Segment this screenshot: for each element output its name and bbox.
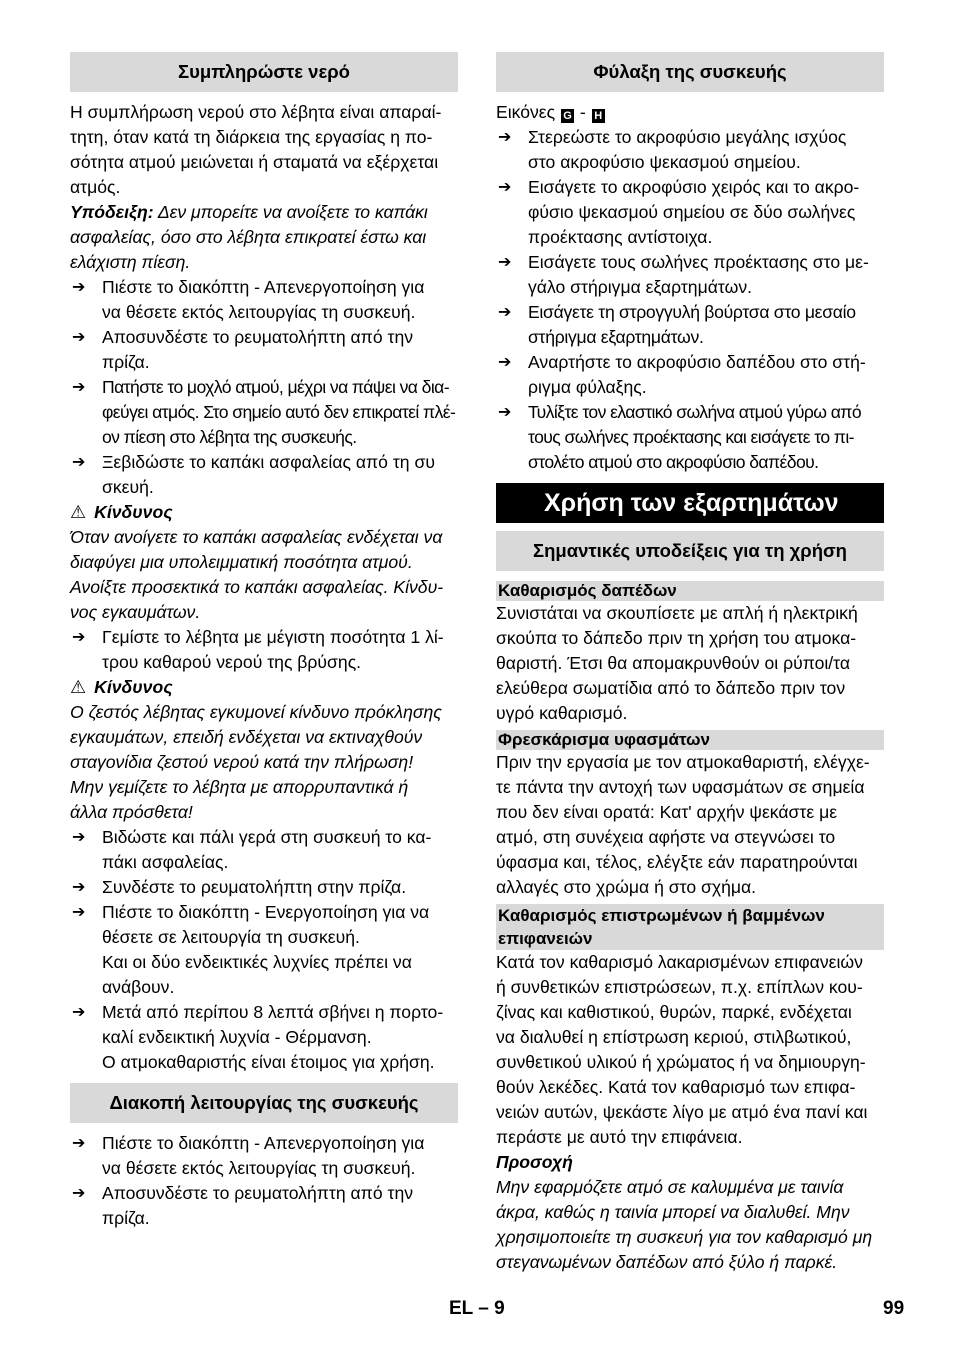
step-continuation: Και οι δύο ενδεικτικές λυχνίες πρέπει να ανάβουν. [102,952,412,997]
arrow-right-icon: ➔ [498,304,512,321]
arrow-right-icon: ➔ [72,379,86,396]
left-column [70,52,458,1231]
note-label: Υπόδειξη: [70,202,154,222]
arrow-right-icon: ➔ [498,254,512,271]
step-item: ➔ Γεμίστε το λέβητα με μέγιστη ποσότητα 1 λί- τρου καθαρού νερού της βρύσης. [72,627,444,672]
arrow-right-icon: ➔ [72,879,86,896]
danger-heading: ⚠ Κίνδυνος [70,675,458,700]
figure-reference: Εικόνες G - H [496,100,884,125]
arrow-right-icon: ➔ [72,454,86,471]
page-number: 99 [883,1298,905,1319]
danger-text: Όταν ανοίγετε το καπάκι ασφαλείας ενδέχεται να διαφύγει μια υπολειμματική ποσότητα ατμού. Ανοίξτε προσεκτικά το καπάκι ασφαλείας. Κίνδυ- νος εγκαυμάτων. [70,527,444,622]
step-item: ➔ Πιέστε το διακόπτη - Απενεργοποίηση για να θέσετε εκτός λειτουργίας τη συσκευή. [72,1133,425,1178]
arrow-right-icon: ➔ [72,329,86,346]
note: Υπόδειξη: Δεν μπορείτε να ανοίξετε το καπάκι ασφαλείας, όσο στο λέβητα επικρατεί έστω και ελάχιστη πίεση. [70,202,428,272]
step-item: ➔ Ξεβιδώστε το καπάκι ασφαλείας από τη συ σκευή. [72,452,435,497]
arrow-right-icon: ➔ [498,404,512,421]
step-item: ➔ Πατήστε το μοχλό ατμού, μέχρι να πάψει να δια- φεύγει ατμός. Στο σημείο αυτό δεν επικρατεί πλέ- ον πίεση στο λέβητα της συσκευής. [72,377,456,447]
caution-heading: Προσοχή [496,1152,573,1172]
step-item: ➔ Αποσυνδέστε το ρευματολήπτη από την πρίζα. [72,327,414,372]
arrow-right-icon: ➔ [72,829,86,846]
step-item: ➔ Μετά από περίπου 8 λεπτά σβήνει η πορτο- καλί ενδεικτική λυχνία - Θέρμανση. [72,1002,444,1047]
step-item: ➔ Εισάγετε το ακροφύσιο χειρός και το ακρο- φύσιο ψεκασμού σημείου σε δύο σωλήνες προέκτασης αντίστοιχα. [498,177,860,247]
step-item: ➔ Αναρτήστε το ακροφύσιο δαπέδου στο στή- ριγμα φύλαξης. [498,352,866,397]
arrow-right-icon: ➔ [72,1185,86,1202]
arrow-right-icon: ➔ [498,354,512,371]
step-item: ➔ Βιδώστε και πάλι γερά στη συσκευή το κα- πάκι ασφαλείας. [72,827,432,872]
warning-triangle-icon: ⚠ [70,677,87,697]
arrow-right-icon: ➔ [498,179,512,196]
figure-letter: G [561,109,574,123]
footer-section-page: EL – 9 [449,1298,505,1319]
warning-triangle-icon: ⚠ [70,502,87,522]
section-title-shutdown: Διακοπή λειτουργίας της συσκευής [70,1083,458,1123]
floor-text: Συνιστάται να σκουπίσετε με απλή ή ηλεκτρική σκούπα το δάπεδο πριν τη χρήση του ατμοκα- θαριστή. Έτσι θα απομακρυνθούν οι ρύποι/τα ελεύθερα σωματίδια από το δάπεδο πριν τον υγρό καθαρισμό. [496,603,858,723]
section-title-fill-water: Συμπληρώστε νερό [70,52,458,92]
fabric-text: Πριν την εργασία με τον ατμοκαθαριστή, ελέγχε- τε πάντα την αντοχή των υφασμάτων σε σημεία που δεν είναι ορατά: Κατ' αρχήν ψεκάστε με ατμό, στη συνέχεια αφήστε να στεγνώσει το ύφασμα και, τέλος, ελέγξτε εάν παρατηρούνται αλλαγές στο χρώμα ή στο σχήμα. [496,752,870,897]
arrow-right-icon: ➔ [72,629,86,646]
step-item: ➔ Τυλίξτε τον ελαστικό σωλήνα ατμού γύρω από τους σωλήνες προέκτασης και εισάγετε το πι- στολέτο ατμού στο ακροφύσιο δαπέδου. [498,402,862,472]
step-item: ➔ Εισάγετε τους σωλήνες προέκτασης στο με- γάλο στήριγμα εξαρτημάτων. [498,252,869,297]
right-column [496,52,884,1275]
step-item: ➔ Στερεώστε το ακροφύσιο μεγάλης ισχύος στο ακροφύσιο ψεκασμού σημείου. [498,127,847,172]
subsection-title-coated: Καθαρισμός επιστρωμένων ή βαμμένων επιφανειών [496,904,884,950]
step-item: ➔ Συνδέστε το ρευματολήπτη στην πρίζα. [70,875,458,900]
figure-letter: H [592,109,605,123]
step-item: ➔ Πιέστε το διακόπτη - Ενεργοποίηση για να θέσετε σε λειτουργία τη συσκευή. [72,902,430,947]
arrow-right-icon: ➔ [72,1004,86,1021]
step-item: ➔ Αποσυνδέστε το ρευματολήπτη από την πρίζα. [72,1183,414,1228]
subsection-title-floor: Καθαρισμός δαπέδων [496,581,884,601]
step-item: ➔ Πιέστε το διακόπτη - Απενεργοποίηση για να θέσετε εκτός λειτουργίας τη συσκευή. [72,277,425,322]
subsection-title-fabric: Φρεσκάρισμα υφασμάτων [496,730,884,750]
danger-text: Ο ζεστός λέβητας εγκυμονεί κίνδυνο πρόκλησης εγκαυμάτων, επειδή ενδέχεται να εκτιναχθούν σταγονίδια ζεστού νερού κατά την πλήρωση! Μην γεμίζετε το λέβητα με απορρυπαντικά ή άλλα πρόσθετα! [70,702,442,822]
step-item: ➔ Εισάγετε τη στρογγυλή βούρτσα στο μεσαίο στήριγμα εξαρτημάτων. [498,302,856,347]
arrow-right-icon: ➔ [72,1135,86,1152]
arrow-right-icon: ➔ [498,129,512,146]
arrow-right-icon: ➔ [72,904,86,921]
coated-text: Κατά τον καθαρισμό λακαρισμένων επιφανειών ή συνθετικών επιστρώσεων, π.χ. επίπλων κου- ζίνας και καθιστικού, θυρών, παρκέ, ενδέχεται να διαλυθεί η επίστρωση κεριού, στιλβωτικού, συνθετικού υλικού ή χρώματος ή να δημιουργη- θούν λεκέδες. Κατά τον καθαρισμό των επιφα- νειών αυτών, ψεκάστε λίγο με ατμό ένα πανί και περάστε με αυτό την επιφάνεια. [496,952,868,1147]
section-title-usage-tips: Σημαντικές υποδείξεις για τη χρήση [496,531,884,571]
section-title-storage: Φύλαξη της συσκευής [496,52,884,92]
danger-heading: ⚠ Κίνδυνος [70,500,458,525]
step-continuation: Ο ατμοκαθαριστής είναι έτοιμος για χρήση. [102,1052,435,1072]
fill-intro: Η συμπλήρωση νερού στο λέβητα είναι απαραί- τητη, όταν κατά τη διάρκεια της εργασίας η πο- σότητα ατμού μειώνεται ή σταματά να εξέρχεται ατμός. [70,102,442,197]
arrow-right-icon: ➔ [72,279,86,296]
caution-text: Μην εφαρμόζετε ατμό σε καλυμμένα με ταινία άκρα, καθώς η ταινία μπορεί να διαλυθεί. Μην χρησιμοποιείτε τη συσκευή για τον καθαρισμό μη στεγανωμένων δαπέδων από ξύλο ή παρκέ. [496,1177,873,1272]
chapter-title-accessories: Χρήση των εξαρτημάτων [496,483,884,523]
